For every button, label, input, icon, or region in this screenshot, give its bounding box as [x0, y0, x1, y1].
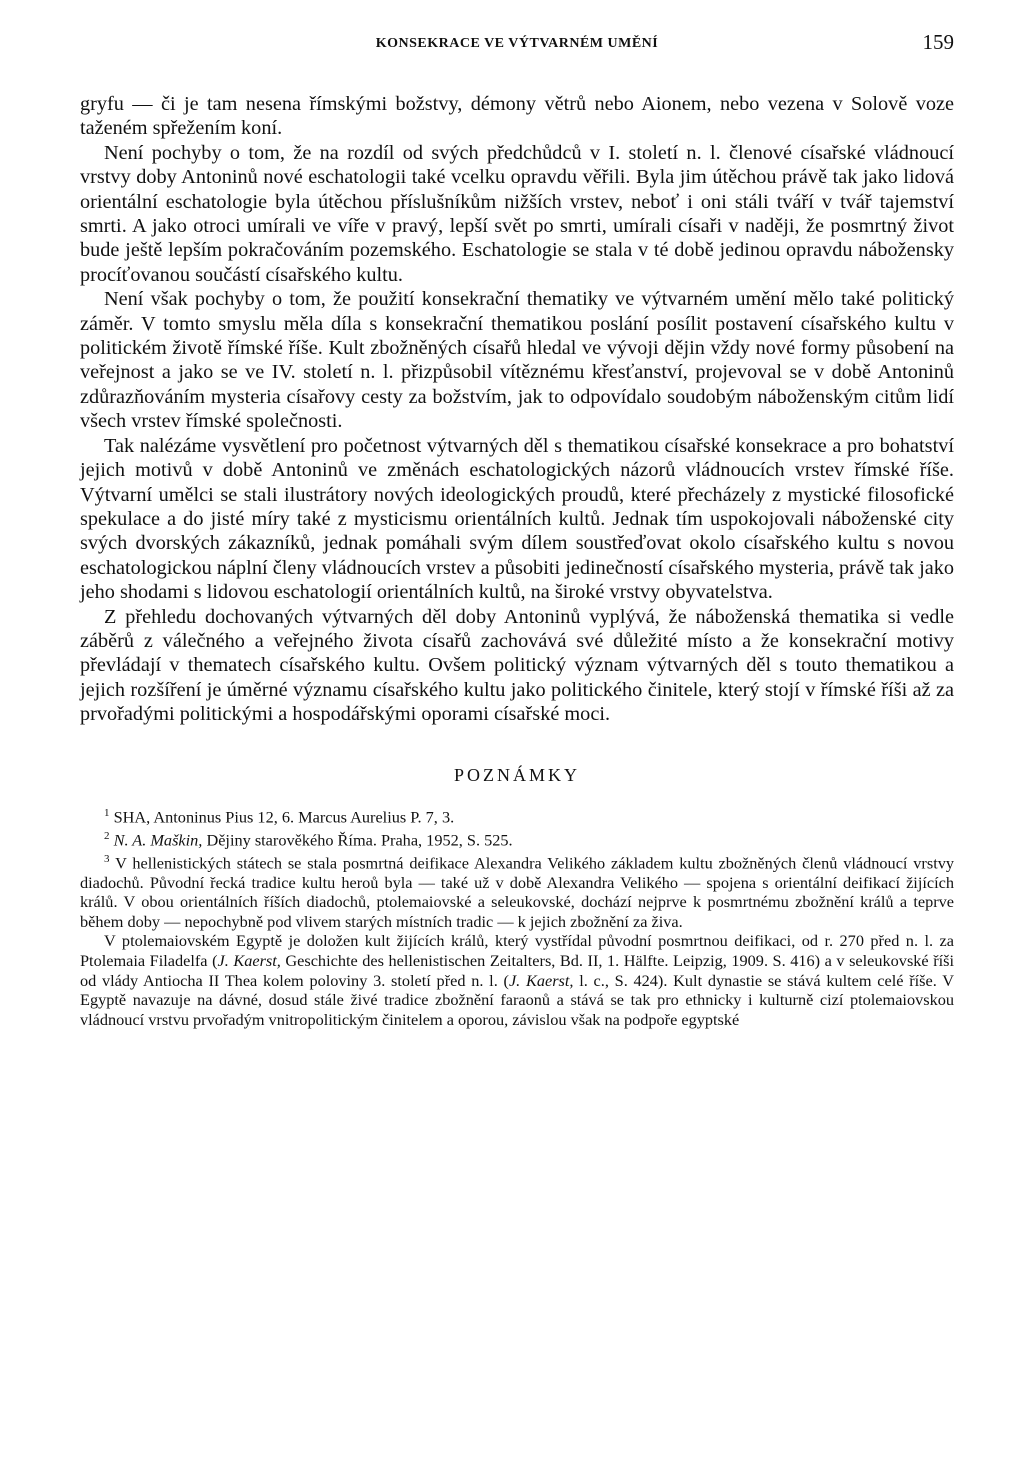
paragraph: Není pochyby o tom, že na rozdíl od svých předchůdců v I. století n. l. členové císařské vládnoucí vrstvy doby Antoninů nové eschatologii také vcelku opravdu věřili. Byla jim útěchou právě tak jako lidová orientální eschatologie byla útěchou příslušníkům nižších vrstev, neboť i oni stáli tváří v tvář tajemství smrti. A jako otroci umírali ve víře v pravý, lepší svět po smrti, umírali císaři v naději, že posmrtný život bude ještě lepším pokračováním pozemského. Eschatologie se stala v té době jedinou opravdu nábožensky procíťovanou součástí císařského kultu.	[80, 141, 954, 286]
notes-heading: POZNÁMKY	[453, 764, 580, 785]
note-item	[80, 850, 954, 932]
note-author: J. Kaerst,	[217, 950, 281, 970]
note-marker: 3	[104, 852, 110, 865]
running-title: KONSEKRACE VE VÝTVARNÉM UMĚNÍ	[375, 36, 659, 51]
note-text: SHA, Antoninus Pius 12, 6. Marcus Aurelius P. 7, 3.	[113, 806, 455, 826]
note-text: l. c., S. 424). Kult dynastie se stává kultem celé říše. V Egyptě navazuje na dávné, dosud stále živé tradice zbožnění faraonů a stává se tak pro ethnicky i kulturně cizí ptolemaiovskou vládnoucí vrstvu prvořadým vnitropolitickým činitelem a oporou, závislou však na podpoře egyptské	[80, 970, 955, 1029]
note-text: Dějiny starověkého Říma. Praha, 1952, S. 525.	[202, 830, 513, 849]
note-marker: 2	[104, 829, 110, 842]
note-item	[80, 804, 954, 827]
paragraph: gryfu — či je tam nesena římskými božstvy, démony větrů nebo Aionem, nebo vezena v Solově voze taženém spřežením koní.	[80, 93, 954, 140]
note-item	[80, 827, 954, 850]
note-text: V hellenistických státech se stala posmrtná deifikace Alexandra Velikého základem kultu zbožněných členů vládnoucí vrstvy diadochů. Původní řecká tradice kultu heroů byla — také už v době Alexandra Velikého — spojena s orientální deifikací žijících králů. V obou orientálních říších diadochů, ptolemaiovské a seleukovské, dochází nejprve k posmrtnému zbožnění králů a teprve během doby — nepochybně pod vlivem starých místních tradic — k jejich zbožnění za živa.	[80, 853, 954, 931]
paragraph: Z přehledu dochovaných výtvarných děl doby Antoninů vyplývá, že náboženská thematika si vedle záběrů z válečného a veřejného života císařů zachovává své důležité místo a že konsekrační motivy převládají v thematech císařského kultu. Ovšem politický význam výtvarných děl s touto thematikou a jejich rozšíření je úměrné významu císařského kultu jako politického činitele, který stojí v římské říši až za prvořadými politickými a hospodářskými oporami císařské moci.	[80, 605, 954, 726]
running-head	[80, 30, 954, 68]
book-page	[80, 30, 954, 1029]
page-number: 159	[922, 30, 954, 54]
paragraph: Není však pochyby o tom, že použití konsekrační thematiky ve výtvarném umění mělo také politický záměr. V tomto smyslu měla díla s konsekrační thematikou poslání posílit postavení císařského kultu v politickém životě římské říše. Kult zbožněných císařů hledal ve vývoji dějin vždy nové formy působení na veřejnost a jako se ve IV. století n. l. přizpůsobil vítěznému křesťanství, projevoval se v době Antoninů zdůrazňováním mysteria císařovy cesty za božstvím, jak to odpovídalo soudobým náboženským citům lidí všech vrstev římské společnosti.	[80, 288, 954, 433]
paragraph: Tak nalézáme vysvětlení pro početnost výtvarných děl s thematikou císařské konsekrace a pro bohatství jejich motivů v době Antoninů ve změnách eschatologických názorů vládnoucích vrstev římské říše. Výtvarní umělci se stali ilustrátory nových ideologických proudů, které přecházely z mystické filosofické spekulace a do jisté míry také z mysticismu orientálních kultů. Jednak tím uspokojovali náboženské city svých dvorských zákazníků, jednak pomáhali svým dílem soustřeďovat okolo císařského kultu s novou eschatologickou náplní členy vládnoucích vrstev a působiti jedinečností císařského mysteria, právě tak jako jeho shodami s lidovou eschatologií orientálních kultů, na široké vrstvy obyvatelstva.	[80, 434, 954, 604]
note-author: J. Kaerst,	[508, 970, 574, 990]
notes-section	[80, 804, 954, 1030]
note-continuation	[80, 931, 954, 1029]
note-author: N. A. Maškin,	[113, 830, 203, 849]
body-text	[80, 92, 954, 727]
note-marker: 1	[104, 806, 110, 819]
note-text: Geschichte des hellenistischen Zeitalters, Bd. II, 1. Hälfte. Leipzig, 1909. S. 416) a v seleukovské říši od vlády Antiocha II Thea kolem poloviny 3. století před n. l. (	[80, 950, 955, 990]
note-text: V ptolemaiovském Egyptě je doložen kult žijících králů, který vystřídal původní posmrtnou deifikaci, od r. 270 před n. l. za Ptolemaia Filadelfa (	[80, 931, 954, 970]
